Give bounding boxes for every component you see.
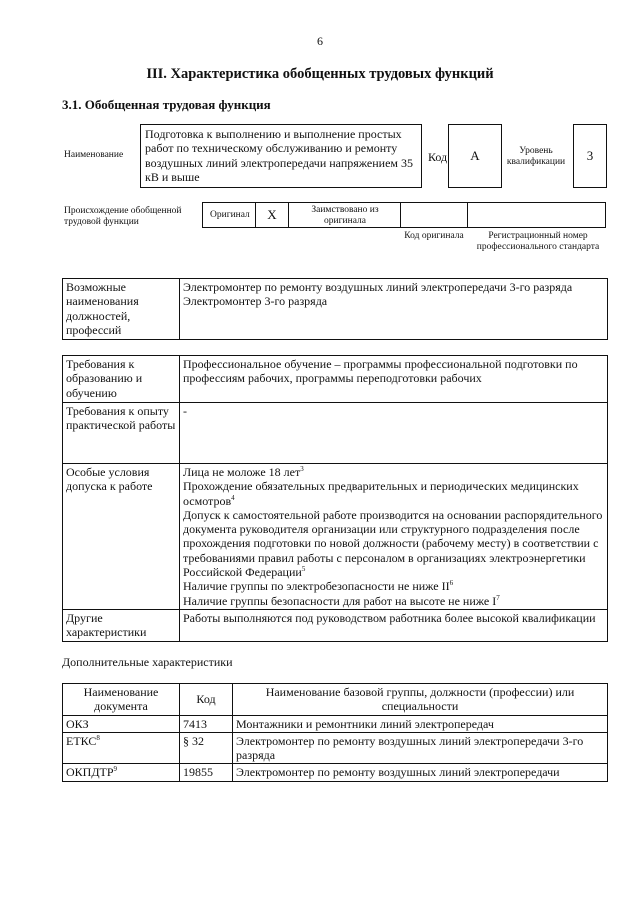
header-code: Код xyxy=(180,684,233,716)
row-doc: ОКПДТР$^9$ xyxy=(63,764,180,781)
row-code: 7413 xyxy=(180,715,233,732)
reg-number-label: Регистрационный номер профессионального стандарта xyxy=(476,231,600,252)
table-row xyxy=(63,764,608,781)
row-name: Электромонтер по ремонту воздушных линий электропередачи 3-го разряда xyxy=(233,732,608,764)
additional-title: Дополнительные характеристики xyxy=(62,655,233,669)
list-item: Электромонтер по ремонту воздушных линий электропередачи 3-го разряда xyxy=(183,280,573,294)
special-conditions-list xyxy=(180,464,608,610)
original-mark: X xyxy=(267,207,277,222)
code-value: A xyxy=(470,148,480,163)
table-row xyxy=(63,279,608,340)
requirements-table xyxy=(62,355,608,642)
footnote-ref: 6 xyxy=(449,579,454,588)
list-item: Наличие группы по электробезопасности не ниже $II^6$ xyxy=(183,579,454,594)
experience-value: - xyxy=(180,403,608,464)
header-name: Наименование базовой группы, должности (профессии) или специальности xyxy=(233,684,608,716)
list-item: Электромонтер 3-го разряда xyxy=(183,294,328,309)
row-name: Монтажники и ремонтники линий электропередач xyxy=(233,715,608,732)
row-code: § 32 xyxy=(180,732,233,764)
education-value: Профессиональное обучение – программы профессиональной подготовки по профессиям рабочих, программы переподготовки рабочих xyxy=(180,356,608,403)
table-row xyxy=(63,464,608,610)
function-name-box xyxy=(140,124,422,188)
footnote-ref: 9 xyxy=(113,765,118,774)
section-title: III. Характеристика обобщенных трудовых функций xyxy=(146,66,494,82)
table-row xyxy=(63,715,608,732)
footnote-ref: 7 xyxy=(496,593,500,602)
additional-table xyxy=(62,683,608,782)
list-item: Наличие группы безопасности для работ на высоте не ниже $I^7$ xyxy=(183,593,500,608)
table-row xyxy=(63,609,608,641)
header-document: Наименование документа xyxy=(63,684,180,716)
footnote-ref: 8 xyxy=(96,733,100,742)
function-name: Подготовка к выполнению и выполнение простых работ по техническому обслуживанию и ремонту воздушных линий электропередачи напряжением 35 кВ и выше xyxy=(145,127,414,184)
row-doc: ОКЗ xyxy=(63,715,180,732)
row-name: Электромонтер по ремонту воздушных линий электропередачи xyxy=(233,764,608,781)
other-characteristics-value: Работы выполняются под руководством работника более высокой квалификации xyxy=(180,609,608,641)
code-box xyxy=(448,124,502,188)
list-item: Прохождение обязательных предварительных и периодических медицинских осмотров$^4$ xyxy=(183,479,579,508)
table-header-row xyxy=(63,684,608,716)
positions-table xyxy=(62,278,608,340)
education-label: Требования к образованию и обучению xyxy=(63,356,180,403)
table-row xyxy=(63,732,608,764)
list-item: Лица не моложе 18 лет$^3$ xyxy=(183,465,304,479)
experience-label: Требования к опыту практической работы xyxy=(63,403,180,464)
table-row xyxy=(63,403,608,464)
footnote-ref: 4 xyxy=(231,493,235,502)
origin-label: Происхождение обобщенной трудовой функции xyxy=(64,206,182,227)
level-value: 3 xyxy=(586,148,594,163)
subsection-title: 3.1. Обобщенная трудовая функция xyxy=(62,97,271,112)
name-label: Наименование xyxy=(64,150,124,160)
original-label: Оригинал xyxy=(210,210,250,220)
level-label: Уровень квалификации xyxy=(506,146,566,167)
footnote-ref: 3 xyxy=(300,465,304,473)
table-row xyxy=(63,356,608,403)
positions-list xyxy=(180,279,608,340)
level-box xyxy=(573,124,607,188)
code-original-box xyxy=(400,202,468,228)
page-number: 6 xyxy=(317,34,323,48)
code-label: Код xyxy=(428,150,448,164)
other-characteristics-label: Другие характеристики xyxy=(63,609,180,641)
row-code: 19855 xyxy=(180,764,233,781)
list-item: Допуск к самостоятельной работе производится на основании распорядительного документа руководителя организации или структурного подразделения после прохождения подготовки по новой должности (рабочему месту) в соответствии с требованиями правил работы с персоналом в организациях электроэнергетики Российской Федерации$^5$ xyxy=(183,507,603,580)
footnote-ref: 5 xyxy=(301,565,306,574)
special-conditions-label: Особые условия допуска к работе xyxy=(63,464,180,610)
positions-label: Возможные наименования должностей, профессий xyxy=(63,279,180,340)
borrowed-label: Заимствовано из оригинала xyxy=(311,205,379,226)
code-original-label: Код оригинала xyxy=(404,231,464,241)
row-doc: ЕТКС$^8$ xyxy=(63,732,180,764)
